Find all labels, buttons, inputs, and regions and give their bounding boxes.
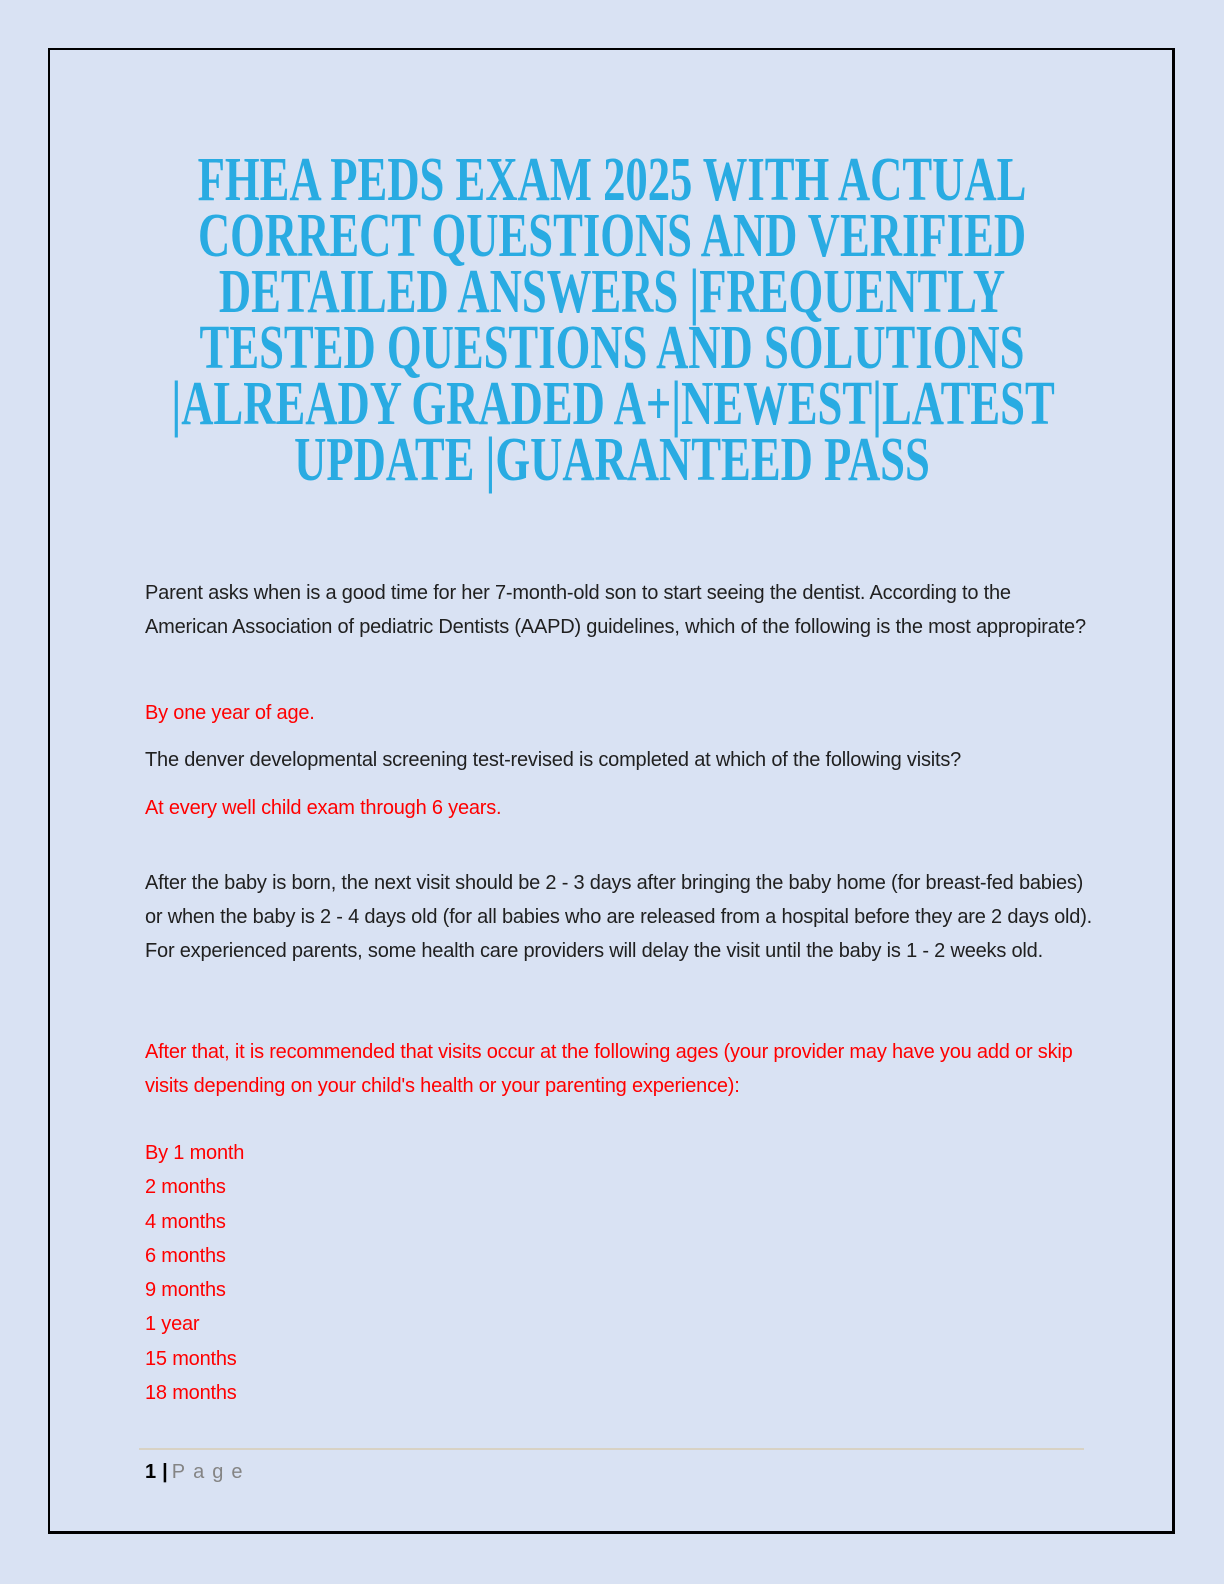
document-title <box>0 146 1224 494</box>
visit-age-item: 9 months <box>145 1279 226 1302</box>
title-line-1: FHEA PEDS EXAM 2025 WITH ACTUAL <box>197 146 1027 214</box>
visit-age-item: 18 months <box>145 1382 237 1405</box>
question-text-2: The denver developmental screening test-revised is completed at which of the following visits? <box>145 749 962 771</box>
question-text-1: Parent asks when is a good time for her 7-month-old son to start seeing the dentist. According to the American Association of pediatric Dentists (AAPD) guidelines, which of the following is the most appropirate? <box>145 582 1086 638</box>
explanation-paragraph: After the baby is born, the next visit should be 2 - 3 days after bringing the baby home (for breast-fed babies) or when the baby is 2 - 4 days old (for all babies who are released from a hospital before they are 2 days old). For experienced parents, some health care providers will delay the visit until the baby is 1 - 2 weeks old. <box>145 872 1093 962</box>
page-footer <box>145 1458 250 1486</box>
page-number: 1 <box>145 1461 157 1483</box>
visit-age-item: 1 year <box>145 1313 200 1336</box>
answer-text-2: At every well child exam through 6 years. <box>145 797 502 819</box>
visit-ages-list <box>145 1136 244 1410</box>
title-line-5: |ALREADY GRADED A+|NEWEST|LATEST <box>171 370 1055 438</box>
title-line-6: UPDATE |GUARANTEED PASS <box>294 426 930 494</box>
title-line-4: TESTED QUESTIONS AND SOLUTIONS <box>199 314 1025 382</box>
recommendation-paragraph: After that, it is recommended that visits occur at the following ages (your provider may have you add or skip visits depending on your child's health or your parenting experience): <box>145 1041 1073 1097</box>
answer-text-1: By one year of age. <box>145 702 315 724</box>
visit-age-item: 4 months <box>145 1210 226 1233</box>
visit-age-item: 6 months <box>145 1244 226 1267</box>
footer-separator: | <box>162 1461 168 1483</box>
visit-age-item: 15 months <box>145 1347 237 1370</box>
visit-age-item: 2 months <box>145 1176 226 1199</box>
title-line-2: CORRECT QUESTIONS AND VERIFIED <box>197 202 1027 270</box>
footer-label: Page <box>171 1461 251 1483</box>
title-line-3: DETAILED ANSWERS |FREQUENTLY <box>218 258 1006 326</box>
footer-divider <box>139 1448 1084 1450</box>
visit-age-item: By 1 month <box>145 1142 245 1164</box>
